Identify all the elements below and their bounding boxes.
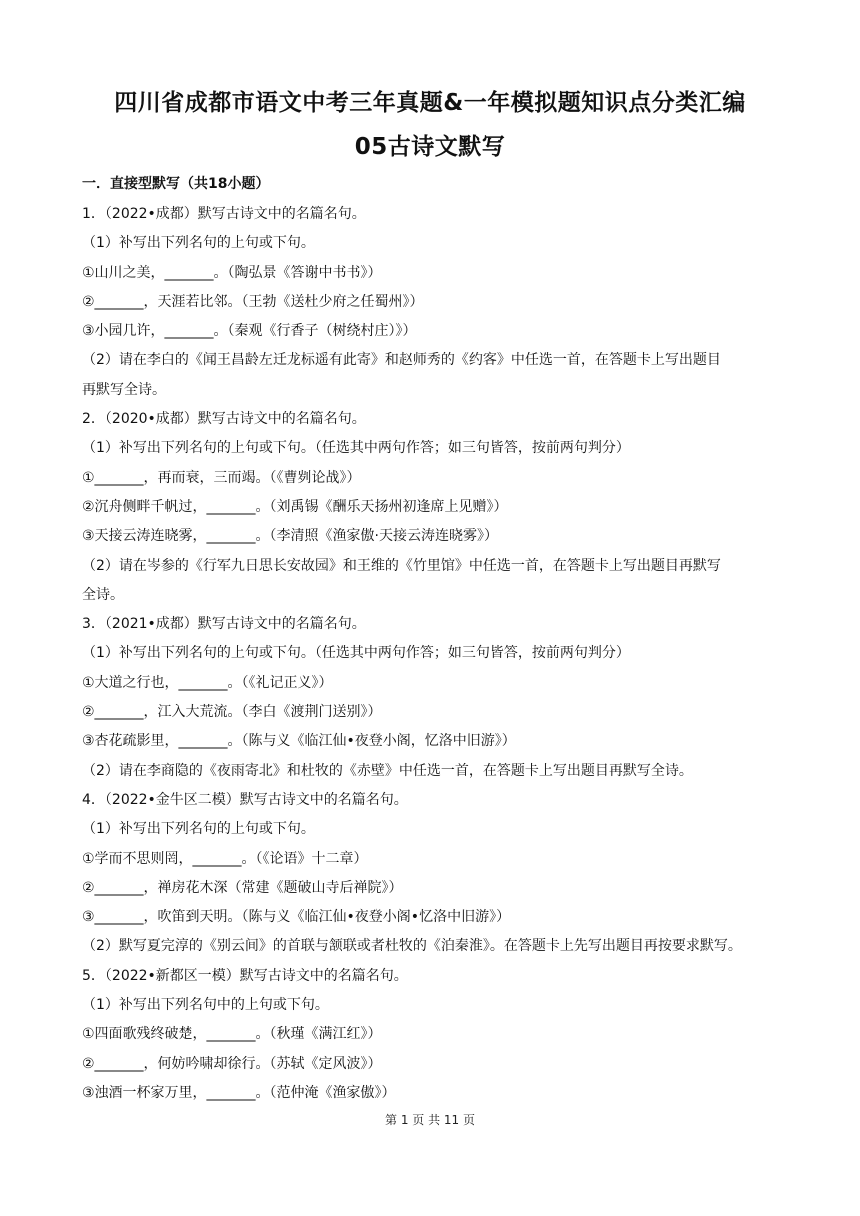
text-line: 5．（2022•新都区一模）默写古诗文中的名篇名句。 [82, 967, 408, 984]
text-line: ①四面歌残终破楚，_______。（秋瑾《满江红》） [82, 1026, 382, 1043]
text-line: （1）补写出下列名句的上句或下句。 [82, 235, 315, 252]
text-line: ①大道之行也，_______。（《礼记正义》） [82, 674, 333, 691]
text-line: 4．（2022•金牛区二模）默写古诗文中的名篇名句。 [82, 791, 408, 808]
section-heading: 一．直接型默写（共18小题） [82, 176, 270, 192]
text-line: （1）补写出下列名句的上句或下句。（任选其中两句作答；如三句皆答，按前两句判分） [82, 440, 630, 457]
text-line: 1．（2022•成都）默写古诗文中的名篇名句。 [82, 206, 366, 222]
document-title-line2: 05古诗文默写 [354, 134, 506, 160]
text-line: ③小园几许，_______。（秦观《行香子（树绕村庄）》） [82, 323, 417, 340]
text-line: 3．（2021•成都）默写古诗文中的名篇名句。 [82, 616, 366, 633]
text-line: ②_______，何妨吟啸却徐行。（苏轼《定风波》） [82, 1055, 382, 1072]
text-line: ③天接云涛连晓雾，_______。（李清照《渔家傲·天接云涛连晓雾》） [82, 528, 498, 545]
text-line: （2）默写夏完淳的《别云间》的首联与颔联或者杜牧的《泊秦淮》。在答题卡上先写出题目再按要求默写。 [82, 938, 742, 955]
text-line: ②_______，禅房花木深（常建《题破山寺后禅院》） [82, 879, 403, 896]
text-line: 2．（2020•成都）默写古诗文中的名篇名句。 [82, 411, 366, 428]
text-line: ①_______，再而衰，三而竭。（《曹刿论战》） [82, 469, 361, 486]
text-line: （2）请在岑参的《行军九日思长安故园》和王维的《竹里馆》中任选一首，在答题卡上写出题目再默写 [82, 557, 721, 574]
text-line: ③杏花疏影里，_______。（陈与义《临江仙•夜登小阁，忆洛中旧游》） [82, 733, 516, 750]
text-line: ③_______，吹笛到天明。（陈与义《临江仙•夜登小阁•忆洛中旧游》） [82, 909, 511, 926]
page-footer: 第 1 页 共 11 页 [385, 1113, 475, 1127]
document-title-line1: 四川省成都市语文中考三年真题&一年模拟题知识点分类汇编 [114, 90, 746, 116]
text-line: （1）补写出下列名句的上句或下句。（任选其中两句作答；如三句皆答，按前两句判分） [82, 645, 630, 662]
text-line: ①山川之美，_______。（陶弘景《答谢中书书》） [82, 264, 382, 281]
text-line: （2）请在李白的《闻王昌龄左迁龙标遥有此寄》和赵师秀的《约客》中任选一首，在答题卡上写出题目 [82, 352, 721, 369]
text-line: 全诗。 [82, 586, 124, 603]
text-line: ②沉舟侧畔千帆过，_______。（刘禹锡《酬乐天扬州初逢席上见赠》） [82, 498, 508, 515]
text-line: 再默写全诗。 [82, 381, 166, 398]
text-line: （1）补写出下列名句中的上句或下句。 [82, 997, 329, 1014]
text-line: ①学而不思则罔，_______。（《论语》十二章） [82, 850, 368, 867]
text-line: ③浊酒一杯家万里，_______。（范仲淹《渔家傲》） [82, 1084, 396, 1101]
text-line: （2）请在李商隐的《夜雨寄北》和杜牧的《赤壁》中任选一首，在答题卡上写出题目再默写全诗。 [82, 762, 693, 779]
text-line: ②_______，江入大荒流。（李白《渡荆门送别》） [82, 704, 382, 721]
text-line: （1）补写出下列名句的上句或下句。 [82, 821, 315, 838]
text-line: ②_______，天涯若比邻。（王勃《送杜少府之任蜀州》） [82, 293, 424, 310]
question-list [82, 200, 782, 1108]
